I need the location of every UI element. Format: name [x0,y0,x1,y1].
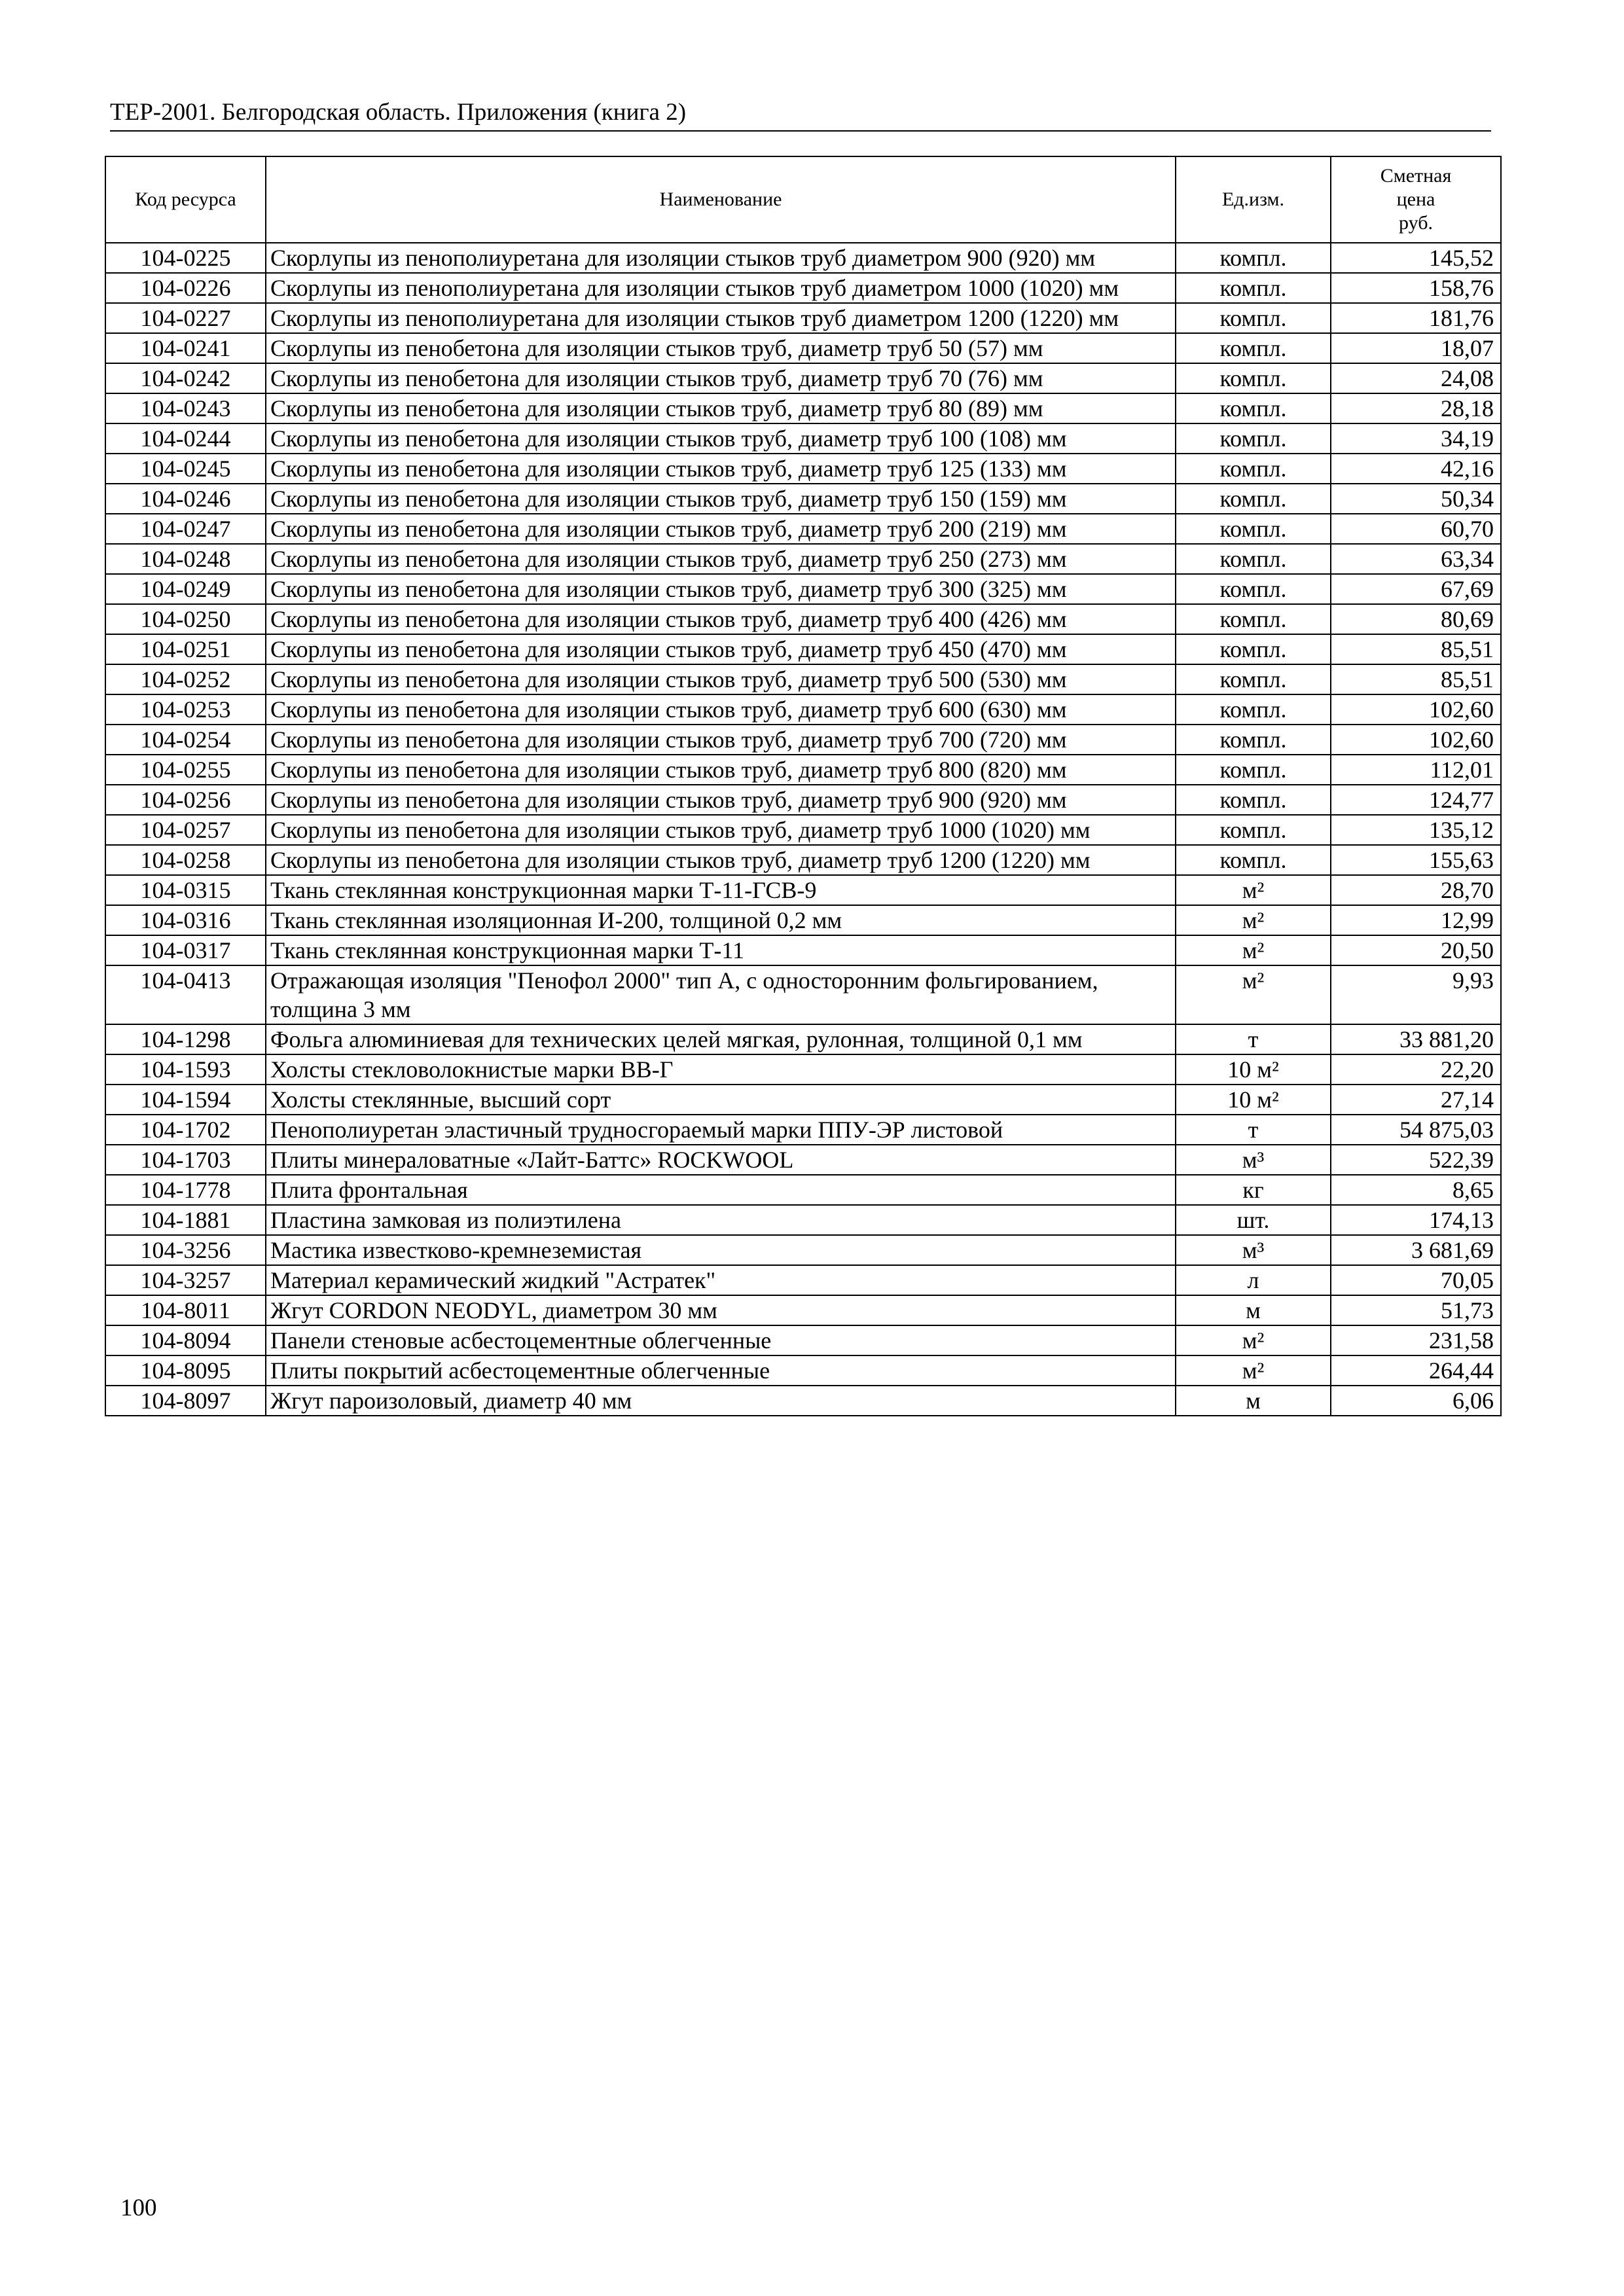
table-row [105,454,1501,484]
table-row [105,965,1501,1024]
cell-name: Скорлупы из пенобетона для изоляции стыков труб, диаметр труб 400 (426) мм [266,604,1176,634]
cell-price: 24,08 [1331,363,1501,393]
table-row [105,484,1501,514]
cell-unit: компл. [1176,845,1331,875]
header-divider [110,130,1491,132]
table-row [105,875,1501,905]
table-row [105,303,1501,333]
cell-code: 104-1702 [105,1115,266,1145]
cell-name: Ткань стеклянная изоляционная И-200, толщиной 0,2 мм [266,905,1176,935]
column-header-name: Наименование [266,156,1176,243]
cell-unit: компл. [1176,634,1331,664]
cell-unit: кг [1176,1175,1331,1205]
cell-code: 104-0226 [105,273,266,303]
table-body [105,243,1501,1416]
table-row [105,243,1501,273]
cell-name: Скорлупы из пенополиуретана для изоляции стыков труб диаметром 900 (920) мм [266,243,1176,273]
cell-price: 9,93 [1331,965,1501,1024]
cell-unit: м² [1176,1325,1331,1355]
cell-price: 174,13 [1331,1205,1501,1235]
table-row [105,363,1501,393]
cell-unit: компл. [1176,815,1331,845]
cell-unit: т [1176,1024,1331,1054]
cell-name: Плита фронтальная [266,1175,1176,1205]
cell-price: 158,76 [1331,273,1501,303]
cell-unit: компл. [1176,725,1331,755]
cell-unit: м² [1176,1355,1331,1386]
cell-unit: компл. [1176,694,1331,725]
cell-price: 8,65 [1331,1175,1501,1205]
cell-code: 104-0316 [105,905,266,935]
cell-name: Ткань стеклянная конструкционная марки Т-11 [266,935,1176,965]
table-row [105,333,1501,363]
table-row [105,1205,1501,1235]
column-header-unit: Ед.изм. [1176,156,1331,243]
table-row [105,845,1501,875]
cell-name: Плиты покрытий асбестоцементные облегченные [266,1355,1176,1386]
cell-price: 28,18 [1331,393,1501,423]
cell-unit: компл. [1176,664,1331,694]
page-number: 100 [120,2195,157,2221]
cell-unit: компл. [1176,755,1331,785]
cell-price: 28,70 [1331,875,1501,905]
cell-name: Скорлупы из пенобетона для изоляции стыков труб, диаметр труб 70 (76) мм [266,363,1176,393]
table-row [105,815,1501,845]
cell-unit: компл. [1176,333,1331,363]
cell-code: 104-0251 [105,634,266,664]
cell-code: 104-0413 [105,965,266,1024]
cell-name: Скорлупы из пенобетона для изоляции стыков труб, диаметр труб 500 (530) мм [266,664,1176,694]
cell-unit: 10 м² [1176,1085,1331,1115]
cell-name: Отражающая изоляция "Пенофол 2000" тип А, с односторонним фольгированием, толщина 3 мм [266,965,1176,1024]
cell-name: Скорлупы из пенобетона для изоляции стыков труб, диаметр труб 125 (133) мм [266,454,1176,484]
table-row [105,514,1501,544]
cell-unit: м² [1176,935,1331,965]
table-row [105,935,1501,965]
cell-unit: м² [1176,965,1331,1024]
cell-price: 522,39 [1331,1145,1501,1175]
cell-price: 18,07 [1331,333,1501,363]
cell-code: 104-1298 [105,1024,266,1054]
cell-price: 60,70 [1331,514,1501,544]
cell-price: 181,76 [1331,303,1501,333]
table-row [105,694,1501,725]
cell-name: Пластина замковая из полиэтилена [266,1205,1176,1235]
cell-unit: т [1176,1115,1331,1145]
cell-name: Холсты стекловолокнистые марки ВВ-Г [266,1054,1176,1085]
cell-unit: м² [1176,875,1331,905]
cell-code: 104-0254 [105,725,266,755]
cell-name: Мастика известково-кремнеземистая [266,1235,1176,1265]
cell-price: 3 681,69 [1331,1235,1501,1265]
table-row [105,634,1501,664]
column-header-code: Код ресурса [105,156,266,243]
cell-code: 104-0257 [105,815,266,845]
cell-code: 104-1778 [105,1175,266,1205]
cell-unit: компл. [1176,514,1331,544]
cell-name: Скорлупы из пенобетона для изоляции стыков труб, диаметр труб 80 (89) мм [266,393,1176,423]
cell-unit: компл. [1176,785,1331,815]
cell-unit: компл. [1176,273,1331,303]
cell-price: 145,52 [1331,243,1501,273]
table-row [105,725,1501,755]
cell-name: Скорлупы из пенобетона для изоляции стыков труб, диаметр труб 450 (470) мм [266,634,1176,664]
cell-code: 104-3257 [105,1265,266,1295]
cell-unit: компл. [1176,393,1331,423]
cell-price: 12,99 [1331,905,1501,935]
cell-unit: компл. [1176,363,1331,393]
cell-code: 104-0249 [105,574,266,604]
cell-price: 22,20 [1331,1054,1501,1085]
table-row [105,1325,1501,1355]
cell-unit: компл. [1176,484,1331,514]
table-row [105,755,1501,785]
cell-name: Скорлупы из пенобетона для изоляции стыков труб, диаметр труб 150 (159) мм [266,484,1176,514]
cell-code: 104-0258 [105,845,266,875]
cell-code: 104-8011 [105,1295,266,1325]
cell-code: 104-0250 [105,604,266,634]
cell-price: 27,14 [1331,1085,1501,1115]
cell-code: 104-0256 [105,785,266,815]
column-header-price-line1: Сметная [1380,165,1452,187]
table-row [105,1265,1501,1295]
table-row [105,1295,1501,1325]
cell-code: 104-1593 [105,1054,266,1085]
cell-price: 102,60 [1331,725,1501,755]
cell-code: 104-0245 [105,454,266,484]
cell-name: Скорлупы из пенобетона для изоляции стыков труб, диаметр труб 900 (920) мм [266,785,1176,815]
cell-unit: л [1176,1265,1331,1295]
cell-code: 104-0247 [105,514,266,544]
cell-code: 104-0225 [105,243,266,273]
cell-name: Плиты минераловатные «Лайт-Баттс» ROCKWOOL [266,1145,1176,1175]
cell-price: 112,01 [1331,755,1501,785]
cell-name: Скорлупы из пенобетона для изоляции стыков труб, диаметр труб 300 (325) мм [266,574,1176,604]
table-row [105,1085,1501,1115]
cell-price: 70,05 [1331,1265,1501,1295]
table-row [105,1355,1501,1386]
cell-price: 67,69 [1331,574,1501,604]
cell-name: Пенополиуретан эластичный трудносгораемый марки ППУ-ЭР листовой [266,1115,1176,1145]
cell-unit: компл. [1176,243,1331,273]
cell-price: 6,06 [1331,1386,1501,1416]
cell-name: Холсты стеклянные, высший сорт [266,1085,1176,1115]
cell-unit: компл. [1176,604,1331,634]
cell-unit: м³ [1176,1235,1331,1265]
table-row [105,1386,1501,1416]
column-header-price [1331,156,1501,243]
cell-name: Ткань стеклянная конструкционная марки Т-11-ГСВ-9 [266,875,1176,905]
table-row [105,1024,1501,1054]
table-row [105,905,1501,935]
cell-name: Жгут пароизоловый, диаметр 40 мм [266,1386,1176,1416]
cell-code: 104-0253 [105,694,266,725]
column-header-price-line3: руб. [1399,212,1433,234]
cell-unit: шт. [1176,1205,1331,1235]
cell-code: 104-8094 [105,1325,266,1355]
table-row [105,273,1501,303]
cell-price: 85,51 [1331,634,1501,664]
cell-name: Скорлупы из пенобетона для изоляции стыков труб, диаметр труб 200 (219) мм [266,514,1176,544]
cell-code: 104-0255 [105,755,266,785]
cell-price: 50,34 [1331,484,1501,514]
cell-name: Панели стеновые асбестоцементные облегченные [266,1325,1176,1355]
cell-unit: м² [1176,905,1331,935]
cell-name: Скорлупы из пенобетона для изоляции стыков труб, диаметр труб 50 (57) мм [266,333,1176,363]
cell-code: 104-0246 [105,484,266,514]
cell-price: 34,19 [1331,423,1501,454]
cell-unit: компл. [1176,423,1331,454]
cell-code: 104-8097 [105,1386,266,1416]
cell-price: 33 881,20 [1331,1024,1501,1054]
cell-unit: компл. [1176,544,1331,574]
cell-price: 155,63 [1331,845,1501,875]
table-row [105,664,1501,694]
cell-unit: м [1176,1386,1331,1416]
cell-price: 80,69 [1331,604,1501,634]
table-row [105,393,1501,423]
cell-price: 20,50 [1331,935,1501,965]
cell-price: 51,73 [1331,1295,1501,1325]
table-row [105,1054,1501,1085]
price-table [105,156,1502,1416]
cell-name: Материал керамический жидкий "Астратек" [266,1265,1176,1295]
cell-code: 104-1881 [105,1205,266,1235]
cell-price: 54 875,03 [1331,1115,1501,1145]
table-row [105,1145,1501,1175]
cell-name: Скорлупы из пенобетона для изоляции стыков труб, диаметр труб 250 (273) мм [266,544,1176,574]
cell-price: 135,12 [1331,815,1501,845]
cell-name: Жгут CORDON NEODYL, диаметром 30 мм [266,1295,1176,1325]
cell-price: 42,16 [1331,454,1501,484]
cell-code: 104-8095 [105,1355,266,1386]
cell-code: 104-1703 [105,1145,266,1175]
cell-code: 104-0227 [105,303,266,333]
cell-unit: компл. [1176,303,1331,333]
cell-unit: 10 м² [1176,1054,1331,1085]
table-row [105,1235,1501,1265]
table-row [105,1115,1501,1145]
table-row [105,574,1501,604]
cell-name: Скорлупы из пенобетона для изоляции стыков труб, диаметр труб 1200 (1220) мм [266,845,1176,875]
cell-code: 104-0241 [105,333,266,363]
table-header-row [105,156,1501,243]
table-row [105,785,1501,815]
cell-unit: м³ [1176,1145,1331,1175]
cell-name: Скорлупы из пенобетона для изоляции стыков труб, диаметр труб 1000 (1020) мм [266,815,1176,845]
cell-code: 104-0244 [105,423,266,454]
cell-name: Скорлупы из пенобетона для изоляции стыков труб, диаметр труб 800 (820) мм [266,755,1176,785]
column-header-price-line2: цена [1396,188,1435,210]
cell-price: 85,51 [1331,664,1501,694]
cell-price: 264,44 [1331,1355,1501,1386]
table-row [105,1175,1501,1205]
cell-name: Скорлупы из пенополиуретана для изоляции стыков труб диаметром 1200 (1220) мм [266,303,1176,333]
table-row [105,423,1501,454]
cell-name: Скорлупы из пенобетона для изоляции стыков труб, диаметр труб 700 (720) мм [266,725,1176,755]
cell-code: 104-1594 [105,1085,266,1115]
cell-name: Скорлупы из пенобетона для изоляции стыков труб, диаметр труб 600 (630) мм [266,694,1176,725]
cell-price: 231,58 [1331,1325,1501,1355]
page-header: ТЕР-2001. Белгородская область. Приложения (книга 2) [110,99,687,126]
cell-unit: компл. [1176,454,1331,484]
cell-name: Фольга алюминиевая для технических целей мягкая, рулонная, толщиной 0,1 мм [266,1024,1176,1054]
table-row [105,604,1501,634]
table-row [105,544,1501,574]
cell-name: Скорлупы из пенобетона для изоляции стыков труб, диаметр труб 100 (108) мм [266,423,1176,454]
cell-code: 104-0317 [105,935,266,965]
cell-unit: компл. [1176,574,1331,604]
cell-name: Скорлупы из пенополиуретана для изоляции стыков труб диаметром 1000 (1020) мм [266,273,1176,303]
cell-unit: м [1176,1295,1331,1325]
cell-price: 124,77 [1331,785,1501,815]
cell-price: 63,34 [1331,544,1501,574]
cell-code: 104-0243 [105,393,266,423]
cell-code: 104-0252 [105,664,266,694]
cell-code: 104-0242 [105,363,266,393]
cell-price: 102,60 [1331,694,1501,725]
cell-code: 104-0248 [105,544,266,574]
cell-code: 104-0315 [105,875,266,905]
cell-code: 104-3256 [105,1235,266,1265]
